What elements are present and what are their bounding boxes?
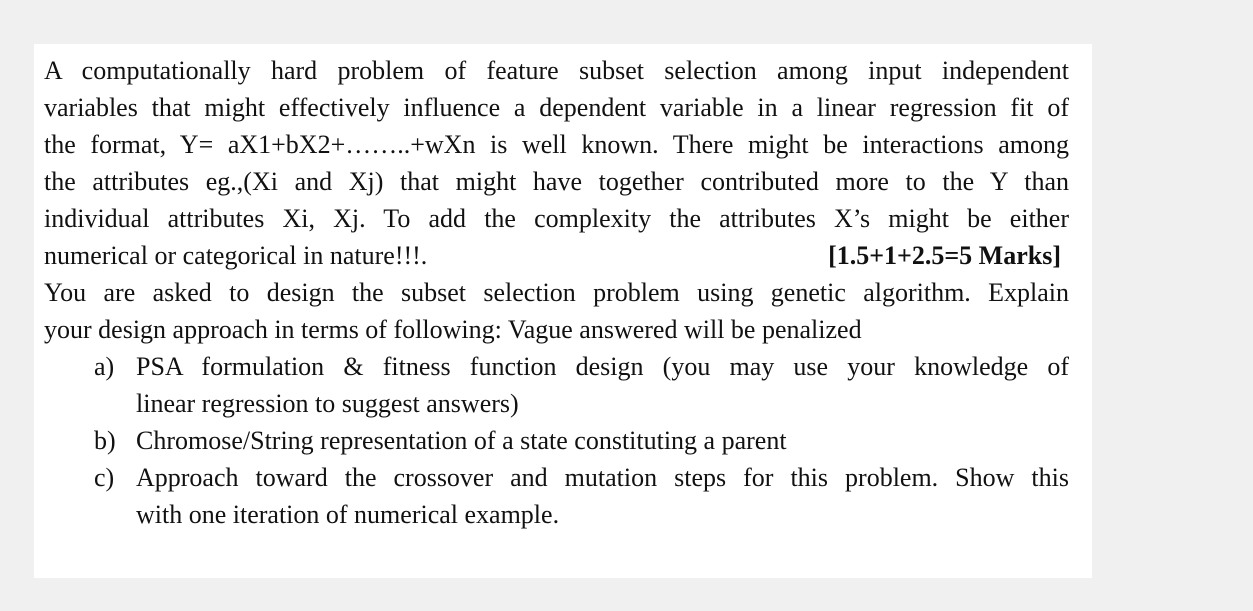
problem-statement [44,52,1069,274]
statement-line: the attributes eg.,(Xi and Xj) that might have together contributed more to the Y than [44,167,1069,196]
sub-question-c [94,459,1069,533]
task-line: You are asked to design the subset selection problem using genetic algorithm. Explain [44,278,1069,307]
sub-question-list [94,348,1069,533]
item-label: a) [94,352,115,381]
marks-allocation: [1.5+1+2.5=5 Marks] [828,241,1061,270]
item-text [136,348,1069,422]
sub-question-b [94,422,1069,459]
item-label: b) [94,426,116,455]
item-line: with one iteration of numerical example. [136,500,560,529]
statement-line: numerical or categorical in nature!!!. [44,241,428,270]
statement-line: the format, Y= aX1+bX2+……..+wXn is well known. There might be interactions among [44,130,1069,159]
sub-question-a [94,348,1069,422]
item-label: c) [94,463,115,492]
task-line: your design approach in terms of following: Vague answered will be penalized [44,315,862,344]
item-line: Approach toward the crossover and mutation steps for this problem. Show this [136,463,1069,492]
question-text [44,52,1069,533]
item-line: linear regression to suggest answers) [136,389,519,418]
item-line: Chromose/String representation of a state constituting a parent [136,426,787,455]
task-statement [44,274,1069,348]
statement-line: individual attributes Xi, Xj. To add the complexity the attributes X’s might be either [44,204,1069,233]
document-page [34,44,1092,578]
item-text [136,459,1069,533]
item-line: PSA formulation & fitness function design (you may use your knowledge of [136,352,1069,381]
statement-line: A computationally hard problem of feature subset selection among input independent [44,56,1069,85]
statement-last-line [44,237,1069,274]
item-text [136,422,1069,459]
statement-line: variables that might effectively influence a dependent variable in a linear regression fit of [44,93,1069,122]
